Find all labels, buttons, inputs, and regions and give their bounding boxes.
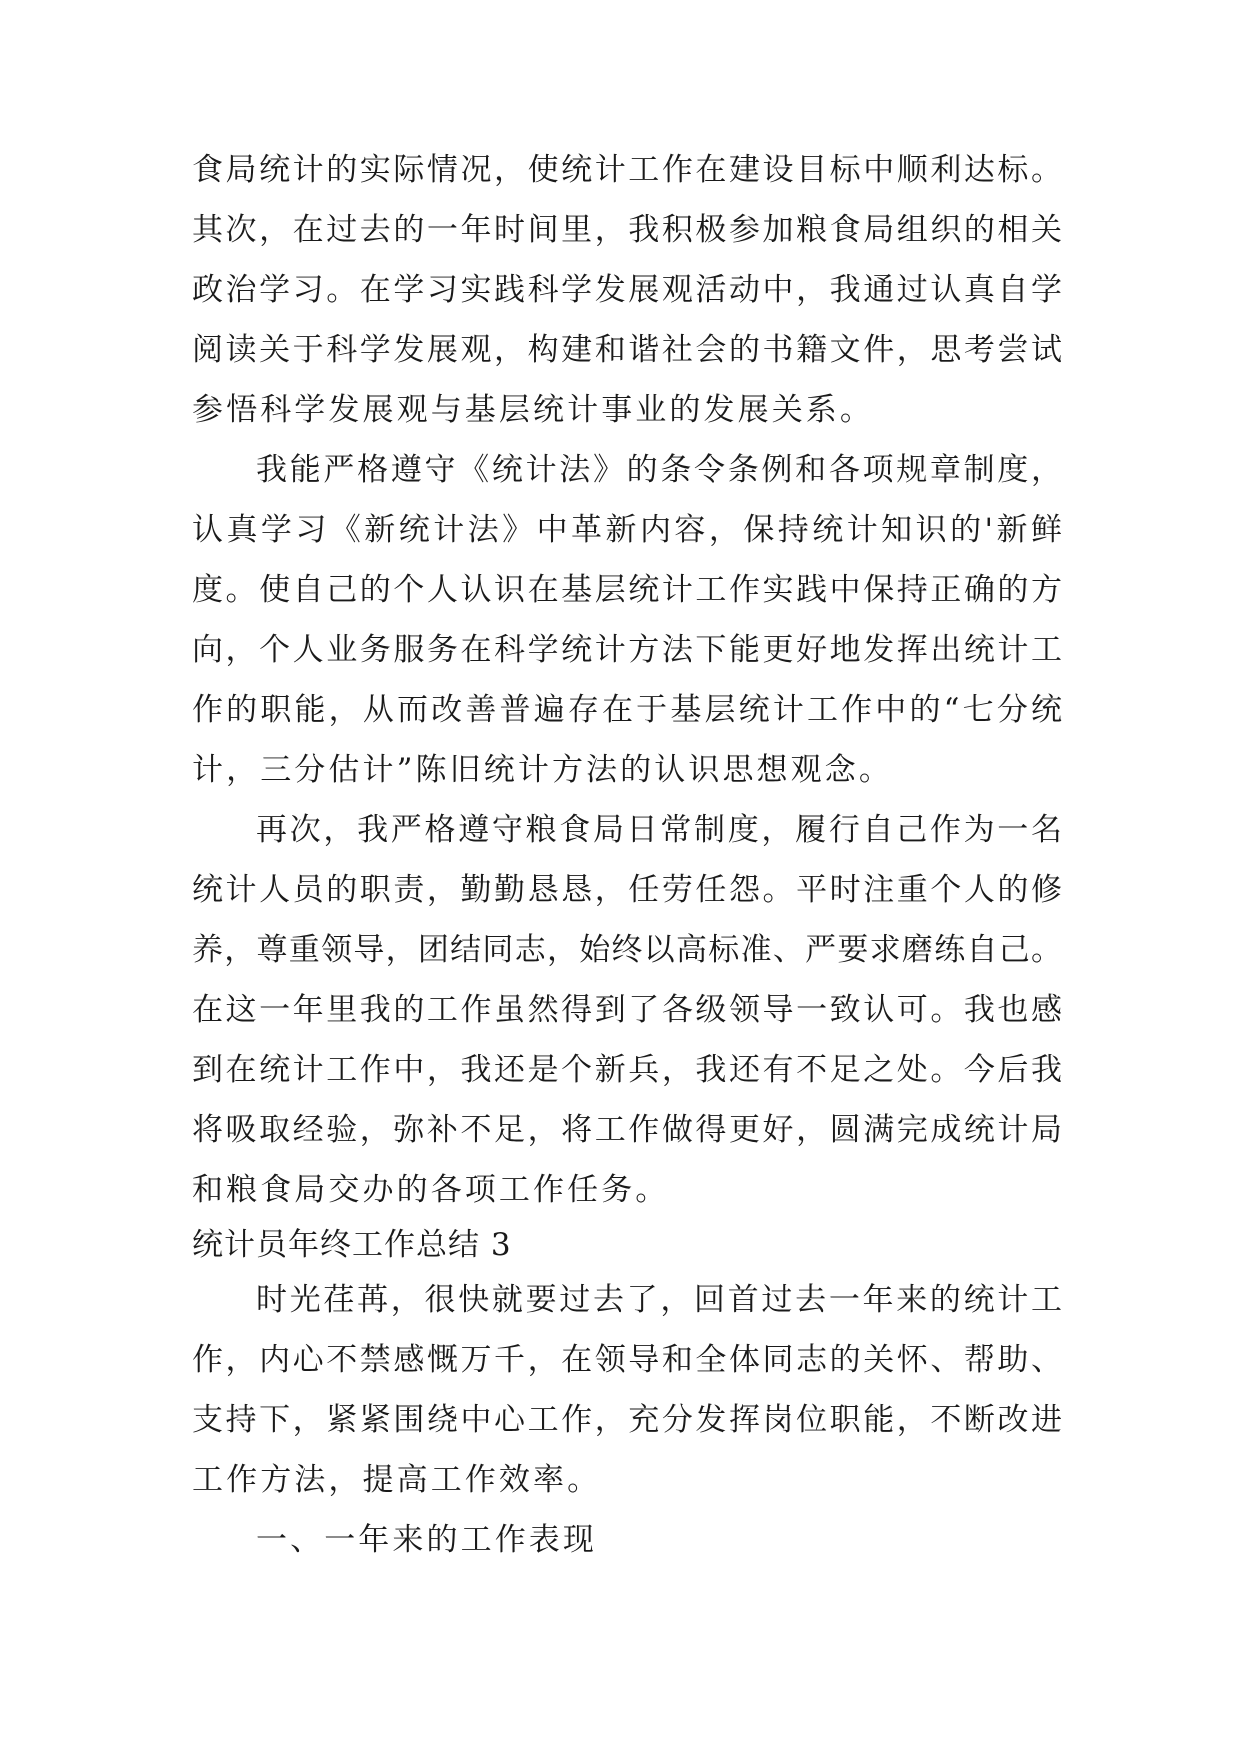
- paragraph-line: 时光荏苒，很快就要过去了，回首过去一年来的统计工: [256, 1282, 1062, 1318]
- paragraph-line: 我能严格遵守《统计法》的条令条例和各项规章制度，: [256, 452, 1062, 488]
- paragraph-line: 作，内心不禁感慨万千，在领导和全体同志的关怀、帮助、: [192, 1342, 1062, 1378]
- paragraph-line: 计，三分估计”陈旧统计方法的认识思想观念。: [192, 752, 893, 788]
- paragraph-line: 阅读关于科学发展观，构建和谐社会的书籍文件，思考尝试: [192, 332, 1062, 368]
- paragraph-line: 参悟科学发展观与基层统计事业的发展关系。: [192, 392, 874, 428]
- paragraph-line: 食局统计的实际情况，使统计工作在建设目标中顺利达标。: [192, 152, 1062, 188]
- paragraph-line: 其次，在过去的一年时间里，我积极参加粮食局组织的相关: [192, 212, 1062, 248]
- paragraph-line: 养，尊重领导，团结同志，始终以高标准、严要求磨练自己。: [192, 932, 1062, 968]
- paragraph-line: 再次，我严格遵守粮食局日常制度，履行自己作为一名: [256, 812, 1062, 848]
- paragraph-line: 统计人员的职责，勤勤恳恳，任劳任怨。平时注重个人的修: [192, 872, 1062, 908]
- paragraph-line: 和粮食局交办的各项工作任务。: [192, 1172, 670, 1208]
- paragraph-line: 度。使自己的个人认识在基层统计工作实践中保持正确的方: [192, 572, 1062, 608]
- section-heading: 统计员年终工作总结 3: [192, 1227, 512, 1263]
- subsection-heading: 一、一年来的工作表现: [256, 1522, 597, 1558]
- paragraph-line: 作的职能，从而改善普遍存在于基层统计工作中的“七分统: [192, 692, 1062, 728]
- paragraph-line: 在这一年里我的工作虽然得到了各级领导一致认可。我也感: [192, 992, 1062, 1028]
- paragraph-line: 到在统计工作中，我还是个新兵，我还有不足之处。今后我: [192, 1052, 1062, 1088]
- paragraph-line: 工作方法，提高工作效率。: [192, 1462, 602, 1498]
- paragraph-line: 向，个人业务服务在科学统计方法下能更好地发挥出统计工: [192, 632, 1062, 668]
- paragraph-line: 认真学习《新统计法》中革新内容，保持统计知识的'新鲜: [192, 512, 1062, 548]
- paragraph-line: 政治学习。在学习实践科学发展观活动中，我通过认真自学: [192, 272, 1062, 308]
- paragraph-line: 将吸取经验，弥补不足，将工作做得更好，圆满完成统计局: [192, 1112, 1062, 1148]
- paragraph-line: 支持下，紧紧围绕中心工作，充分发挥岗位职能，不断改进: [192, 1402, 1062, 1438]
